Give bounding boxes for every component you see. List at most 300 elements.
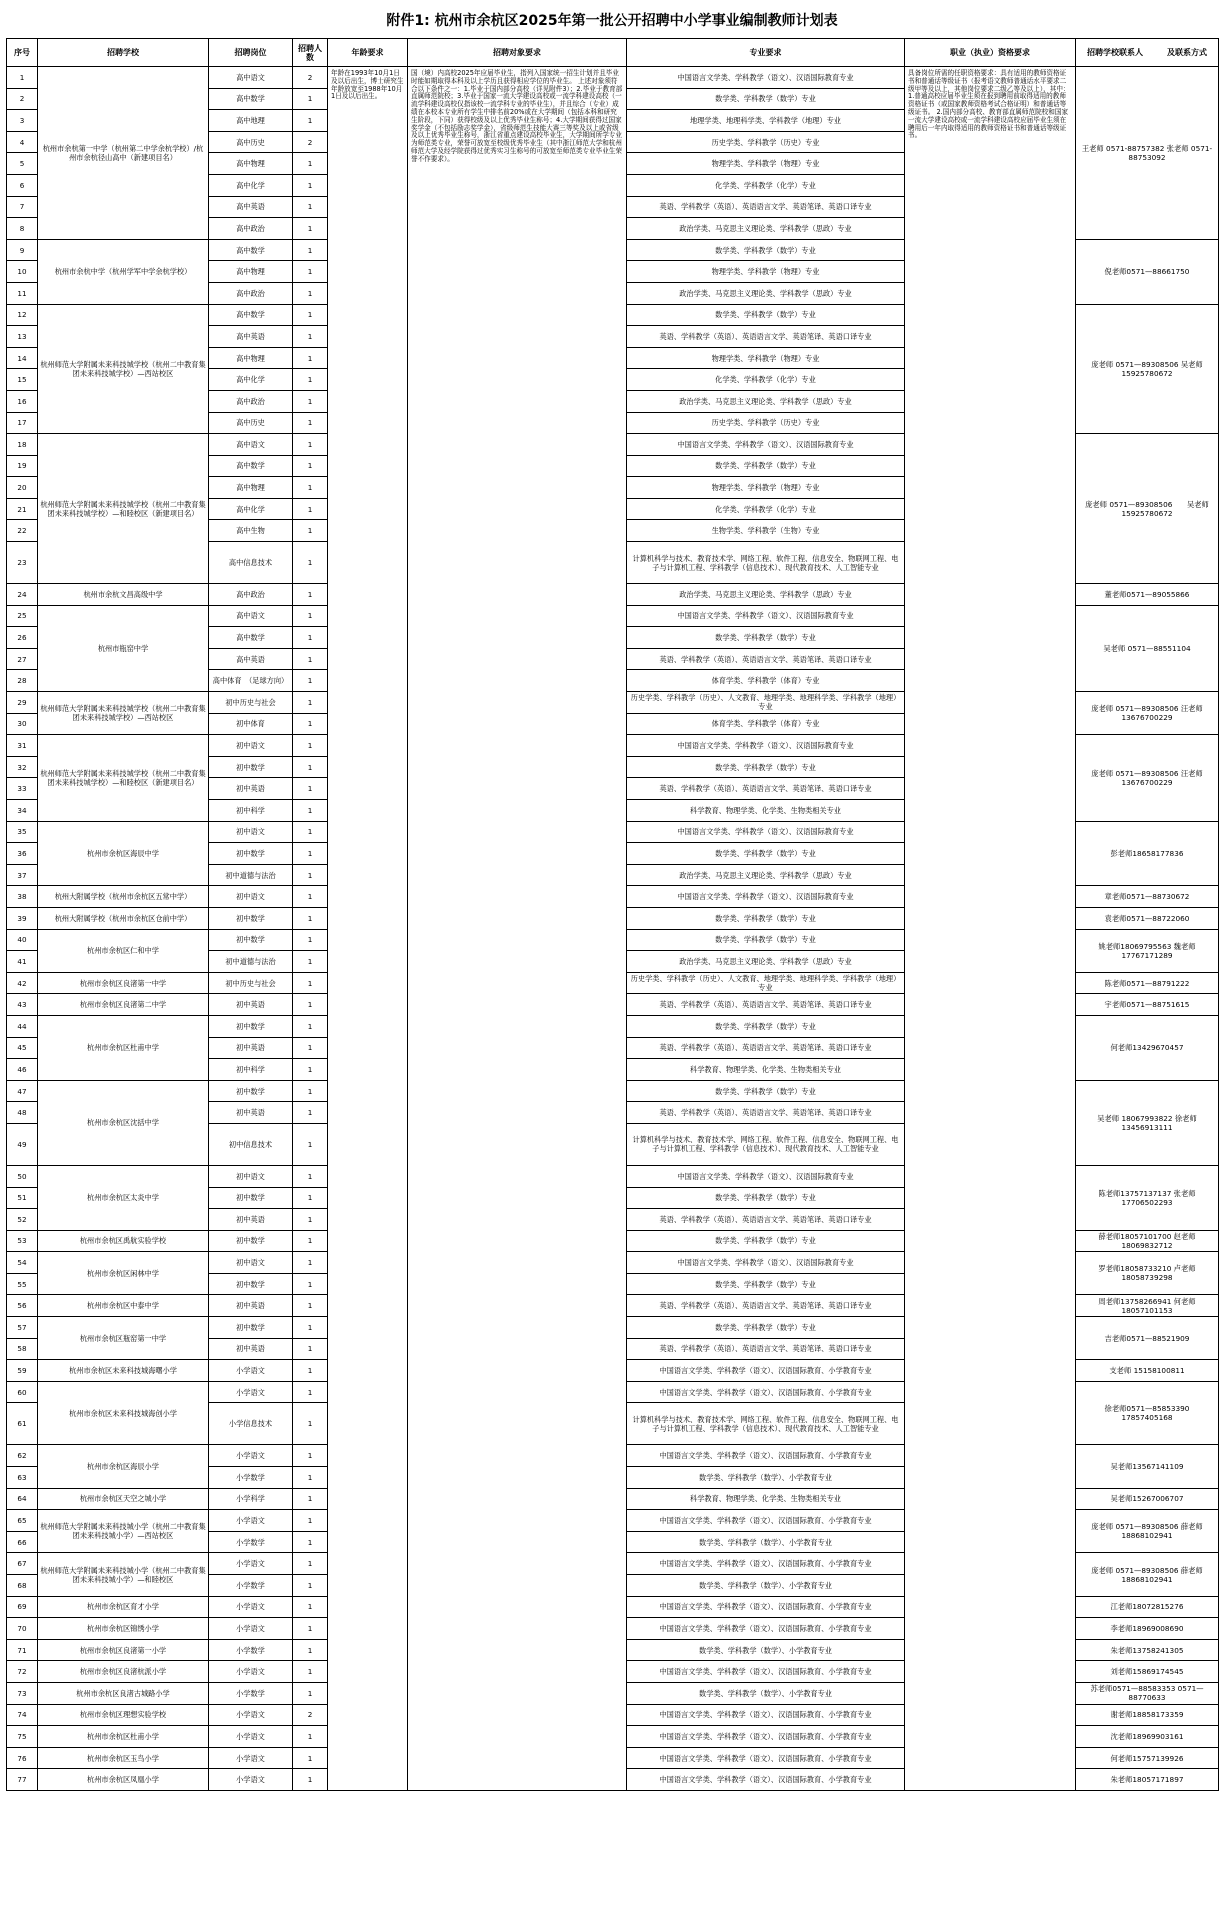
major-requirement: 中国语言文学类、学科教学（语文）、汉语国际教育、小学教育专业: [627, 1596, 905, 1618]
hire-count: 1: [293, 498, 328, 520]
row-index: 13: [7, 326, 38, 348]
major-requirement: 数学类、学科教学（数学）、小学教育专业: [627, 1639, 905, 1661]
hire-count: 1: [293, 153, 328, 175]
major-requirement: 英语、学科教学（英语）、英语语言文学、英语笔译、英语口译专业: [627, 648, 905, 670]
hire-count: 1: [293, 821, 328, 843]
position-name: 小学科学: [209, 1488, 293, 1510]
position-name: 初中英语: [209, 778, 293, 800]
row-index: 37: [7, 864, 38, 886]
position-name: 初中数学: [209, 843, 293, 865]
position-name: 高中数学: [209, 627, 293, 649]
position-name: 小学语文: [209, 1360, 293, 1382]
row-index: 36: [7, 843, 38, 865]
row-index: 4: [7, 131, 38, 153]
contact-info: 徐老师0571—85853390 17857405168: [1076, 1381, 1219, 1445]
position-name: 高中数学: [209, 88, 293, 110]
contact-info: 彭老师18658177836: [1076, 821, 1219, 886]
hire-count: 1: [293, 1726, 328, 1748]
position-name: 初中道德与法治: [209, 864, 293, 886]
row-index: 64: [7, 1488, 38, 1510]
hire-count: 1: [293, 1165, 328, 1187]
major-requirement: 历史学类、学科教学（历史）、人文教育、地理学类、地理科学类、学科教学（地理）专业: [627, 972, 905, 994]
row-index: 56: [7, 1295, 38, 1317]
school-name: 杭州师范大学附属未来科技城学校（杭州二中教育集团未来科技城学校）—和睦校区（新建项目名）: [38, 434, 209, 584]
hire-count: 1: [293, 713, 328, 735]
major-requirement: 中国语言文学类、学科教学（语文）、汉语国际教育、小学教育专业: [627, 1445, 905, 1467]
header-school: 招聘学校: [38, 39, 209, 67]
hire-count: 1: [293, 864, 328, 886]
hire-count: 1: [293, 648, 328, 670]
table-row: [7, 67, 1219, 89]
row-index: 5: [7, 153, 38, 175]
table-body: [7, 67, 1219, 1791]
target-requirement: 国（境）内高校2025年应届毕业生，指列入国家统一招生计划并且毕业时能如期取得本科及以上学历且获得相应学位的毕业生。 上述对象须符合以下条件之一：1.毕业于国内部分高校（详见附件3）；2.毕业于教育部直属师范院校；3.毕业于国家一流大学建设高校或一流学科建设高校（一流学科建设高校仅指该校一流学科专业的毕业生），并且综合（专业）成绩在本校本专业所有学生中排名前20%或在大学期间（包括本科和研究生阶段，下同）获得校级及以上优秀毕业生称号；4.大学期间获得过国家奖学金（不包括励志奖学金），省级师范生技能大赛三等奖及以上或省级及以上优秀毕业生称号，浙江省重点建设高校毕业生，大学期间所学专业为师范类专业，荣誉可放宽至校级优秀毕业生（其中浙江师范大学和杭州师范大学及经学院获得过优秀实习生称号的可放宽至师范类专业毕业生荣誉不作要求）。: [408, 67, 627, 1791]
hire-count: 1: [293, 369, 328, 391]
position-name: 高中地理: [209, 110, 293, 132]
position-name: 高中政治: [209, 390, 293, 412]
major-requirement: 数学类、学科教学（数学）专业: [627, 239, 905, 261]
row-index: 77: [7, 1769, 38, 1791]
major-requirement: 数学类、学科教学（数学）专业: [627, 756, 905, 778]
school-name: 杭州市余杭区良渚杭派小学: [38, 1661, 209, 1683]
contact-info: 董老师0571—89055866: [1076, 584, 1219, 606]
school-name: 杭州市余杭区沈括中学: [38, 1080, 209, 1165]
school-name: 杭州市余杭区良渚第一小学: [38, 1639, 209, 1661]
hire-count: 1: [293, 218, 328, 240]
hire-count: 1: [293, 843, 328, 865]
row-index: 31: [7, 735, 38, 757]
school-name: 杭州市余杭区锦绣小学: [38, 1618, 209, 1640]
hire-count: 1: [293, 455, 328, 477]
row-index: 62: [7, 1445, 38, 1467]
hire-count: 2: [293, 131, 328, 153]
hire-count: 1: [293, 1467, 328, 1489]
contact-info: 吴老师13567141109: [1076, 1445, 1219, 1488]
hire-count: 2: [293, 67, 328, 89]
recruitment-table: [6, 38, 1219, 1791]
position-name: 高中数学: [209, 304, 293, 326]
position-name: 高中英语: [209, 648, 293, 670]
position-name: 高中化学: [209, 369, 293, 391]
row-index: 55: [7, 1273, 38, 1295]
position-name: 初中数学: [209, 756, 293, 778]
major-requirement: 数学类、学科教学（数学）专业: [627, 1015, 905, 1037]
contact-info: 姚老师18069795563 魏老师17767171289: [1076, 929, 1219, 972]
position-name: 高中物理: [209, 477, 293, 499]
position-name: 初中数学: [209, 929, 293, 951]
hire-count: 1: [293, 196, 328, 218]
major-requirement: 数学类、学科教学（数学）专业: [627, 304, 905, 326]
contact-info: 庞老师 0571—89308506 吴老师15925780672: [1076, 434, 1219, 584]
major-requirement: 英语、学科教学（英语）、英语语言文学、英语笔译、英语口译专业: [627, 994, 905, 1016]
hire-count: 1: [293, 1230, 328, 1252]
row-index: 58: [7, 1338, 38, 1360]
position-name: 高中信息技术: [209, 542, 293, 584]
major-requirement: 数学类、学科教学（数学）专业: [627, 929, 905, 951]
contact-info: 支老师 15158100811: [1076, 1360, 1219, 1382]
row-index: 69: [7, 1596, 38, 1618]
major-requirement: 数学类、学科教学（数学）专业: [627, 1273, 905, 1295]
hire-count: 1: [293, 434, 328, 456]
position-name: 小学数学: [209, 1531, 293, 1553]
major-requirement: 体育学类、学科教学（体育）专业: [627, 670, 905, 692]
major-requirement: 数学类、学科教学（数学）专业: [627, 907, 905, 929]
contact-info: 袁老师0571—88722060: [1076, 907, 1219, 929]
position-name: 初中科学: [209, 1059, 293, 1081]
hire-count: 1: [293, 1747, 328, 1769]
hire-count: 1: [293, 1553, 328, 1575]
hire-count: 1: [293, 477, 328, 499]
major-requirement: 政治学类、马克思主义理论类、学科教学（思政）专业: [627, 584, 905, 606]
position-name: 小学数学: [209, 1682, 293, 1704]
school-name: 杭州市余杭区理想实验学校: [38, 1704, 209, 1726]
position-name: 小学语文: [209, 1381, 293, 1403]
hire-count: 1: [293, 174, 328, 196]
school-name: 杭州市余杭区良渚第二中学: [38, 994, 209, 1016]
school-name: 杭州市余杭区未来科技城海曙小学: [38, 1360, 209, 1382]
major-requirement: 数学类、学科教学（数学）、小学教育专业: [627, 1575, 905, 1597]
row-index: 7: [7, 196, 38, 218]
position-name: 高中生物: [209, 520, 293, 542]
position-name: 初中历史与社会: [209, 972, 293, 994]
row-index: 27: [7, 648, 38, 670]
major-requirement: 英语、学科教学（英语）、英语语言文学、英语笔译、英语口译专业: [627, 1209, 905, 1231]
major-requirement: 计算机科学与技术、教育技术学、网络工程、软件工程、信息安全、物联网工程、电子与计算机工程、学科教学（信息技术）、现代教育技术、人工智能专业: [627, 1403, 905, 1445]
position-name: 小学语文: [209, 1661, 293, 1683]
major-requirement: 中国语言文学类、学科教学（语文）、汉语国际教育专业: [627, 735, 905, 757]
contact-info: 庞老师 0571—89308506 薛老师18868102941: [1076, 1553, 1219, 1596]
contact-info: 吉老师0571—88521909: [1076, 1317, 1219, 1360]
position-name: 初中体育: [209, 713, 293, 735]
school-name: 杭州市余杭文昌高级中学: [38, 584, 209, 606]
hire-count: 1: [293, 326, 328, 348]
hire-count: 1: [293, 1639, 328, 1661]
row-index: 59: [7, 1360, 38, 1382]
position-name: 初中英语: [209, 1338, 293, 1360]
header-target: 招聘对象要求: [408, 39, 627, 67]
major-requirement: 数学类、学科教学（数学）专业: [627, 1080, 905, 1102]
hire-count: 1: [293, 1769, 328, 1791]
position-name: 小学语文: [209, 1618, 293, 1640]
hire-count: 1: [293, 1661, 328, 1683]
row-index: 76: [7, 1747, 38, 1769]
hire-count: 1: [293, 412, 328, 434]
hire-count: 1: [293, 390, 328, 412]
hire-count: 1: [293, 1252, 328, 1274]
header-row: [7, 39, 1219, 67]
row-index: 29: [7, 692, 38, 714]
position-name: 高中语文: [209, 605, 293, 627]
major-requirement: 英语、学科教学（英语）、英语语言文学、英语笔译、英语口译专业: [627, 1102, 905, 1124]
position-name: 初中数学: [209, 1273, 293, 1295]
position-name: 初中历史与社会: [209, 692, 293, 714]
major-requirement: 科学教育、物理学类、化学类、生物类相关专业: [627, 800, 905, 822]
school-name: 杭州市余杭区瓶窑第一中学: [38, 1317, 209, 1360]
row-index: 61: [7, 1403, 38, 1445]
major-requirement: 中国语言文学类、学科教学（语文）、汉语国际教育、小学教育专业: [627, 1769, 905, 1791]
header-index: 序号: [7, 39, 38, 67]
age-requirement: 年龄在1993年10月1日及以后出生，博士研究生年龄放宽至1988年10月1日及以后出生。: [328, 67, 408, 1791]
row-index: 34: [7, 800, 38, 822]
major-requirement: 中国语言文学类、学科教学（语文）、汉语国际教育专业: [627, 434, 905, 456]
position-name: 高中物理: [209, 261, 293, 283]
row-index: 35: [7, 821, 38, 843]
row-index: 67: [7, 1553, 38, 1575]
row-index: 54: [7, 1252, 38, 1274]
position-name: 小学语文: [209, 1726, 293, 1748]
position-name: 初中信息技术: [209, 1123, 293, 1165]
major-requirement: 数学类、学科教学（数学）专业: [627, 88, 905, 110]
row-index: 12: [7, 304, 38, 326]
row-index: 9: [7, 239, 38, 261]
major-requirement: 英语、学科教学（英语）、英语语言文学、英语笔译、英语口译专业: [627, 196, 905, 218]
major-requirement: 中国语言文学类、学科教学（语文）、汉语国际教育、小学教育专业: [627, 1618, 905, 1640]
contact-info: 陈老师13757137137 张老师17706502293: [1076, 1165, 1219, 1230]
position-name: 小学数学: [209, 1575, 293, 1597]
contact-info: 谢老师18858173359: [1076, 1704, 1219, 1726]
position-name: 小学信息技术: [209, 1403, 293, 1445]
hire-count: 1: [293, 1445, 328, 1467]
row-index: 73: [7, 1682, 38, 1704]
hire-count: 1: [293, 1338, 328, 1360]
hire-count: 1: [293, 1015, 328, 1037]
contact-info: 何老师13429670457: [1076, 1015, 1219, 1080]
major-requirement: 中国语言文学类、学科教学（语文）、汉语国际教育、小学教育专业: [627, 1510, 905, 1532]
contact-info: 倪老师0571—88661750: [1076, 239, 1219, 304]
row-index: 41: [7, 951, 38, 973]
school-name: 杭州师范大学附属未来科技城学校（杭州二中教育集团未来科技城学校）—和睦校区（新建项目名）: [38, 735, 209, 821]
row-index: 48: [7, 1102, 38, 1124]
contact-info: 沈老师18969903161: [1076, 1726, 1219, 1748]
hire-count: 1: [293, 1575, 328, 1597]
school-name: 杭州市余杭区凤凰小学: [38, 1769, 209, 1791]
major-requirement: 中国语言文学类、学科教学（语文）、汉语国际教育专业: [627, 605, 905, 627]
header-contact: 招聘学校联系人 及联系方式: [1076, 39, 1219, 67]
major-requirement: 科学教育、物理学类、化学类、生物类相关专业: [627, 1059, 905, 1081]
hire-count: 2: [293, 1704, 328, 1726]
position-name: 高中英语: [209, 326, 293, 348]
hire-count: 1: [293, 1080, 328, 1102]
row-index: 66: [7, 1531, 38, 1553]
hire-count: 1: [293, 1488, 328, 1510]
position-name: 高中英语: [209, 196, 293, 218]
hire-count: 1: [293, 1209, 328, 1231]
hire-count: 1: [293, 1596, 328, 1618]
contact-info: 吴老师15267006707: [1076, 1488, 1219, 1510]
school-name: 杭州市余杭第一中学（杭州第二中学余杭学校）/杭州市余杭径山高中（新建项目名）: [38, 67, 209, 240]
position-name: 高中政治: [209, 218, 293, 240]
school-name: 杭州市余杭区杜甫小学: [38, 1726, 209, 1748]
school-name: 杭州市余杭中学（杭州学军中学余杭学校）: [38, 239, 209, 304]
position-name: 小学数学: [209, 1467, 293, 1489]
hire-count: 1: [293, 347, 328, 369]
school-name: 杭州市余杭区海辰小学: [38, 1445, 209, 1488]
school-name: 杭州师范大学附属未来科技城学校（杭州二中教育集团未来科技城学校）—西站校区: [38, 304, 209, 434]
position-name: 小学语文: [209, 1553, 293, 1575]
row-index: 47: [7, 1080, 38, 1102]
major-requirement: 数学类、学科教学（数学）专业: [627, 1187, 905, 1209]
row-index: 50: [7, 1165, 38, 1187]
contact-info: 吴老师 0571—88551104: [1076, 605, 1219, 691]
row-index: 32: [7, 756, 38, 778]
school-name: 杭州市余杭区未来科技城海创小学: [38, 1381, 209, 1445]
contact-info: 庞老师 0571—89308506 汪老师13676700229: [1076, 692, 1219, 735]
contact-info: 李老师18969008690: [1076, 1618, 1219, 1640]
row-index: 8: [7, 218, 38, 240]
hire-count: 1: [293, 886, 328, 908]
school-name: 杭州市余杭区海辰中学: [38, 821, 209, 886]
hire-count: 1: [293, 1295, 328, 1317]
row-index: 43: [7, 994, 38, 1016]
major-requirement: 英语、学科教学（英语）、英语语言文学、英语笔译、英语口译专业: [627, 778, 905, 800]
hire-count: 1: [293, 972, 328, 994]
page-title: 附件1: 杭州市余杭区2025年第一批公开招聘中小学事业编制教师计划表: [386, 13, 838, 29]
hire-count: 1: [293, 929, 328, 951]
major-requirement: 数学类、学科教学（数学）专业: [627, 1230, 905, 1252]
position-name: 初中英语: [209, 1102, 293, 1124]
position-name: 小学语文: [209, 1747, 293, 1769]
header-major: 专业要求: [627, 39, 905, 67]
position-name: 高中物理: [209, 153, 293, 175]
position-name: 初中数学: [209, 1187, 293, 1209]
hire-count: 1: [293, 1403, 328, 1445]
contact-info: 陈老师0571—88791222: [1076, 972, 1219, 994]
row-index: 44: [7, 1015, 38, 1037]
major-requirement: 化学类、学科教学（化学）专业: [627, 174, 905, 196]
school-name: 杭州大附属学校（杭州市余杭区五常中学）: [38, 886, 209, 908]
row-index: 71: [7, 1639, 38, 1661]
hire-count: 1: [293, 110, 328, 132]
major-requirement: 物理学类、学科教学（物理）专业: [627, 477, 905, 499]
hire-count: 1: [293, 778, 328, 800]
position-name: 小学语文: [209, 1445, 293, 1467]
hire-count: 1: [293, 1102, 328, 1124]
major-requirement: 体育学类、学科教学（体育）专业: [627, 713, 905, 735]
contact-info: 江老师18072815276: [1076, 1596, 1219, 1618]
contact-info: 庞老师 0571—89308506 汪老师13676700229: [1076, 735, 1219, 821]
certificate-requirement: 具备岗位所需的任职资格要求：具有适用的教师资格证书和普通话等级证书（报考语文教师普通话水平要求二级甲等及以上，其他岗位要求二级乙等及以上），其中： 1.普通高校应届毕业生须在报到聘用前取得适用的教师资格证书（或国家教师资格考试合格证明）和普通话等级证书。 2.国内部分高校、教育部直属师范院校和国家一流大学建设高校或一流学科建设高校应届毕业生须在聘用后一年内取得适用的教师资格证书和普通话等级证书。: [905, 67, 1076, 1791]
school-name: 杭州市余杭区杜甫中学: [38, 1015, 209, 1080]
row-index: 3: [7, 110, 38, 132]
school-name: 杭州市余杭区中泰中学: [38, 1295, 209, 1317]
position-name: 初中数学: [209, 1317, 293, 1339]
header-count: 招聘人数: [293, 39, 328, 67]
contact-info: 吴老师 18067993822 徐老师 13456913111: [1076, 1080, 1219, 1165]
row-index: 10: [7, 261, 38, 283]
hire-count: 1: [293, 800, 328, 822]
row-index: 42: [7, 972, 38, 994]
position-name: 小学语文: [209, 1510, 293, 1532]
row-index: 33: [7, 778, 38, 800]
contact-info: 朱老师13758241305: [1076, 1639, 1219, 1661]
hire-count: 1: [293, 627, 328, 649]
row-index: 74: [7, 1704, 38, 1726]
hire-count: 1: [293, 282, 328, 304]
row-index: 1: [7, 67, 38, 89]
major-requirement: 英语、学科教学（英语）、英语语言文学、英语笔译、英语口译专业: [627, 1338, 905, 1360]
major-requirement: 中国语言文学类、学科教学（语文）、汉语国际教育、小学教育专业: [627, 1381, 905, 1403]
row-index: 38: [7, 886, 38, 908]
position-name: 高中语文: [209, 434, 293, 456]
major-requirement: 中国语言文学类、学科教学（语文）、汉语国际教育专业: [627, 67, 905, 89]
row-index: 39: [7, 907, 38, 929]
row-index: 22: [7, 520, 38, 542]
row-index: 72: [7, 1661, 38, 1683]
position-name: 高中物理: [209, 347, 293, 369]
row-index: 28: [7, 670, 38, 692]
hire-count: 1: [293, 670, 328, 692]
contact-info: 何老师15757139926: [1076, 1747, 1219, 1769]
major-requirement: 数学类、学科教学（数学）、小学教育专业: [627, 1682, 905, 1704]
hire-count: 1: [293, 1510, 328, 1532]
major-requirement: 英语、学科教学（英语）、英语语言文学、英语笔译、英语口译专业: [627, 1295, 905, 1317]
position-name: 小学语文: [209, 1769, 293, 1791]
row-index: 75: [7, 1726, 38, 1748]
row-index: 40: [7, 929, 38, 951]
major-requirement: 化学类、学科教学（化学）专业: [627, 498, 905, 520]
hire-count: 1: [293, 1360, 328, 1382]
position-name: 初中数学: [209, 907, 293, 929]
hire-count: 1: [293, 692, 328, 714]
position-name: 初中语文: [209, 1252, 293, 1274]
row-index: 30: [7, 713, 38, 735]
position-name: 初中语文: [209, 1165, 293, 1187]
position-name: 初中科学: [209, 800, 293, 822]
row-index: 63: [7, 1467, 38, 1489]
hire-count: 1: [293, 907, 328, 929]
row-index: 25: [7, 605, 38, 627]
row-index: 18: [7, 434, 38, 456]
header-position: 招聘岗位: [209, 39, 293, 67]
row-index: 11: [7, 282, 38, 304]
major-requirement: 中国语言文学类、学科教学（语文）、汉语国际教育专业: [627, 1165, 905, 1187]
hire-count: 1: [293, 304, 328, 326]
major-requirement: 政治学类、马克思主义理论类、学科教学（思政）专业: [627, 282, 905, 304]
contact-info: 朱老师18057171897: [1076, 1769, 1219, 1791]
position-name: 高中化学: [209, 498, 293, 520]
position-name: 高中政治: [209, 584, 293, 606]
row-index: 60: [7, 1381, 38, 1403]
hire-count: 1: [293, 542, 328, 584]
row-index: 57: [7, 1317, 38, 1339]
contact-info: 薛老师18057101700 赵老师18069832712: [1076, 1230, 1219, 1252]
school-name: 杭州市余杭区天空之城小学: [38, 1488, 209, 1510]
position-name: 初中英语: [209, 1037, 293, 1059]
major-requirement: 数学类、学科教学（数学）专业: [627, 1317, 905, 1339]
position-name: 初中数学: [209, 1230, 293, 1252]
school-name: 杭州市余杭区育才小学: [38, 1596, 209, 1618]
school-name: 杭州师范大学附属未来科技城小学（杭州二中教育集团未来科技城小学）—西站校区: [38, 1510, 209, 1553]
major-requirement: 物理学类、学科教学（物理）专业: [627, 347, 905, 369]
hire-count: 1: [293, 584, 328, 606]
major-requirement: 政治学类、马克思主义理论类、学科教学（思政）专业: [627, 390, 905, 412]
hire-count: 1: [293, 1682, 328, 1704]
row-index: 16: [7, 390, 38, 412]
row-index: 68: [7, 1575, 38, 1597]
hire-count: 1: [293, 994, 328, 1016]
hire-count: 1: [293, 605, 328, 627]
row-index: 23: [7, 542, 38, 584]
school-name: 杭州市余杭区仁和中学: [38, 929, 209, 972]
major-requirement: 中国语言文学类、学科教学（语文）、汉语国际教育、小学教育专业: [627, 1726, 905, 1748]
position-name: 高中政治: [209, 282, 293, 304]
contact-info: 罗老师18058733210 卢老师18058739298: [1076, 1252, 1219, 1295]
school-name: 杭州大附属学校（杭州市余杭区仓前中学）: [38, 907, 209, 929]
position-name: 高中历史: [209, 131, 293, 153]
position-name: 初中英语: [209, 1295, 293, 1317]
major-requirement: 计算机科学与技术、教育技术学、网络工程、软件工程、信息安全、物联网工程、电子与计算机工程、学科教学（信息技术）、现代教育技术、人工智能专业: [627, 1123, 905, 1165]
major-requirement: 历史学类、学科教学（历史）专业: [627, 131, 905, 153]
